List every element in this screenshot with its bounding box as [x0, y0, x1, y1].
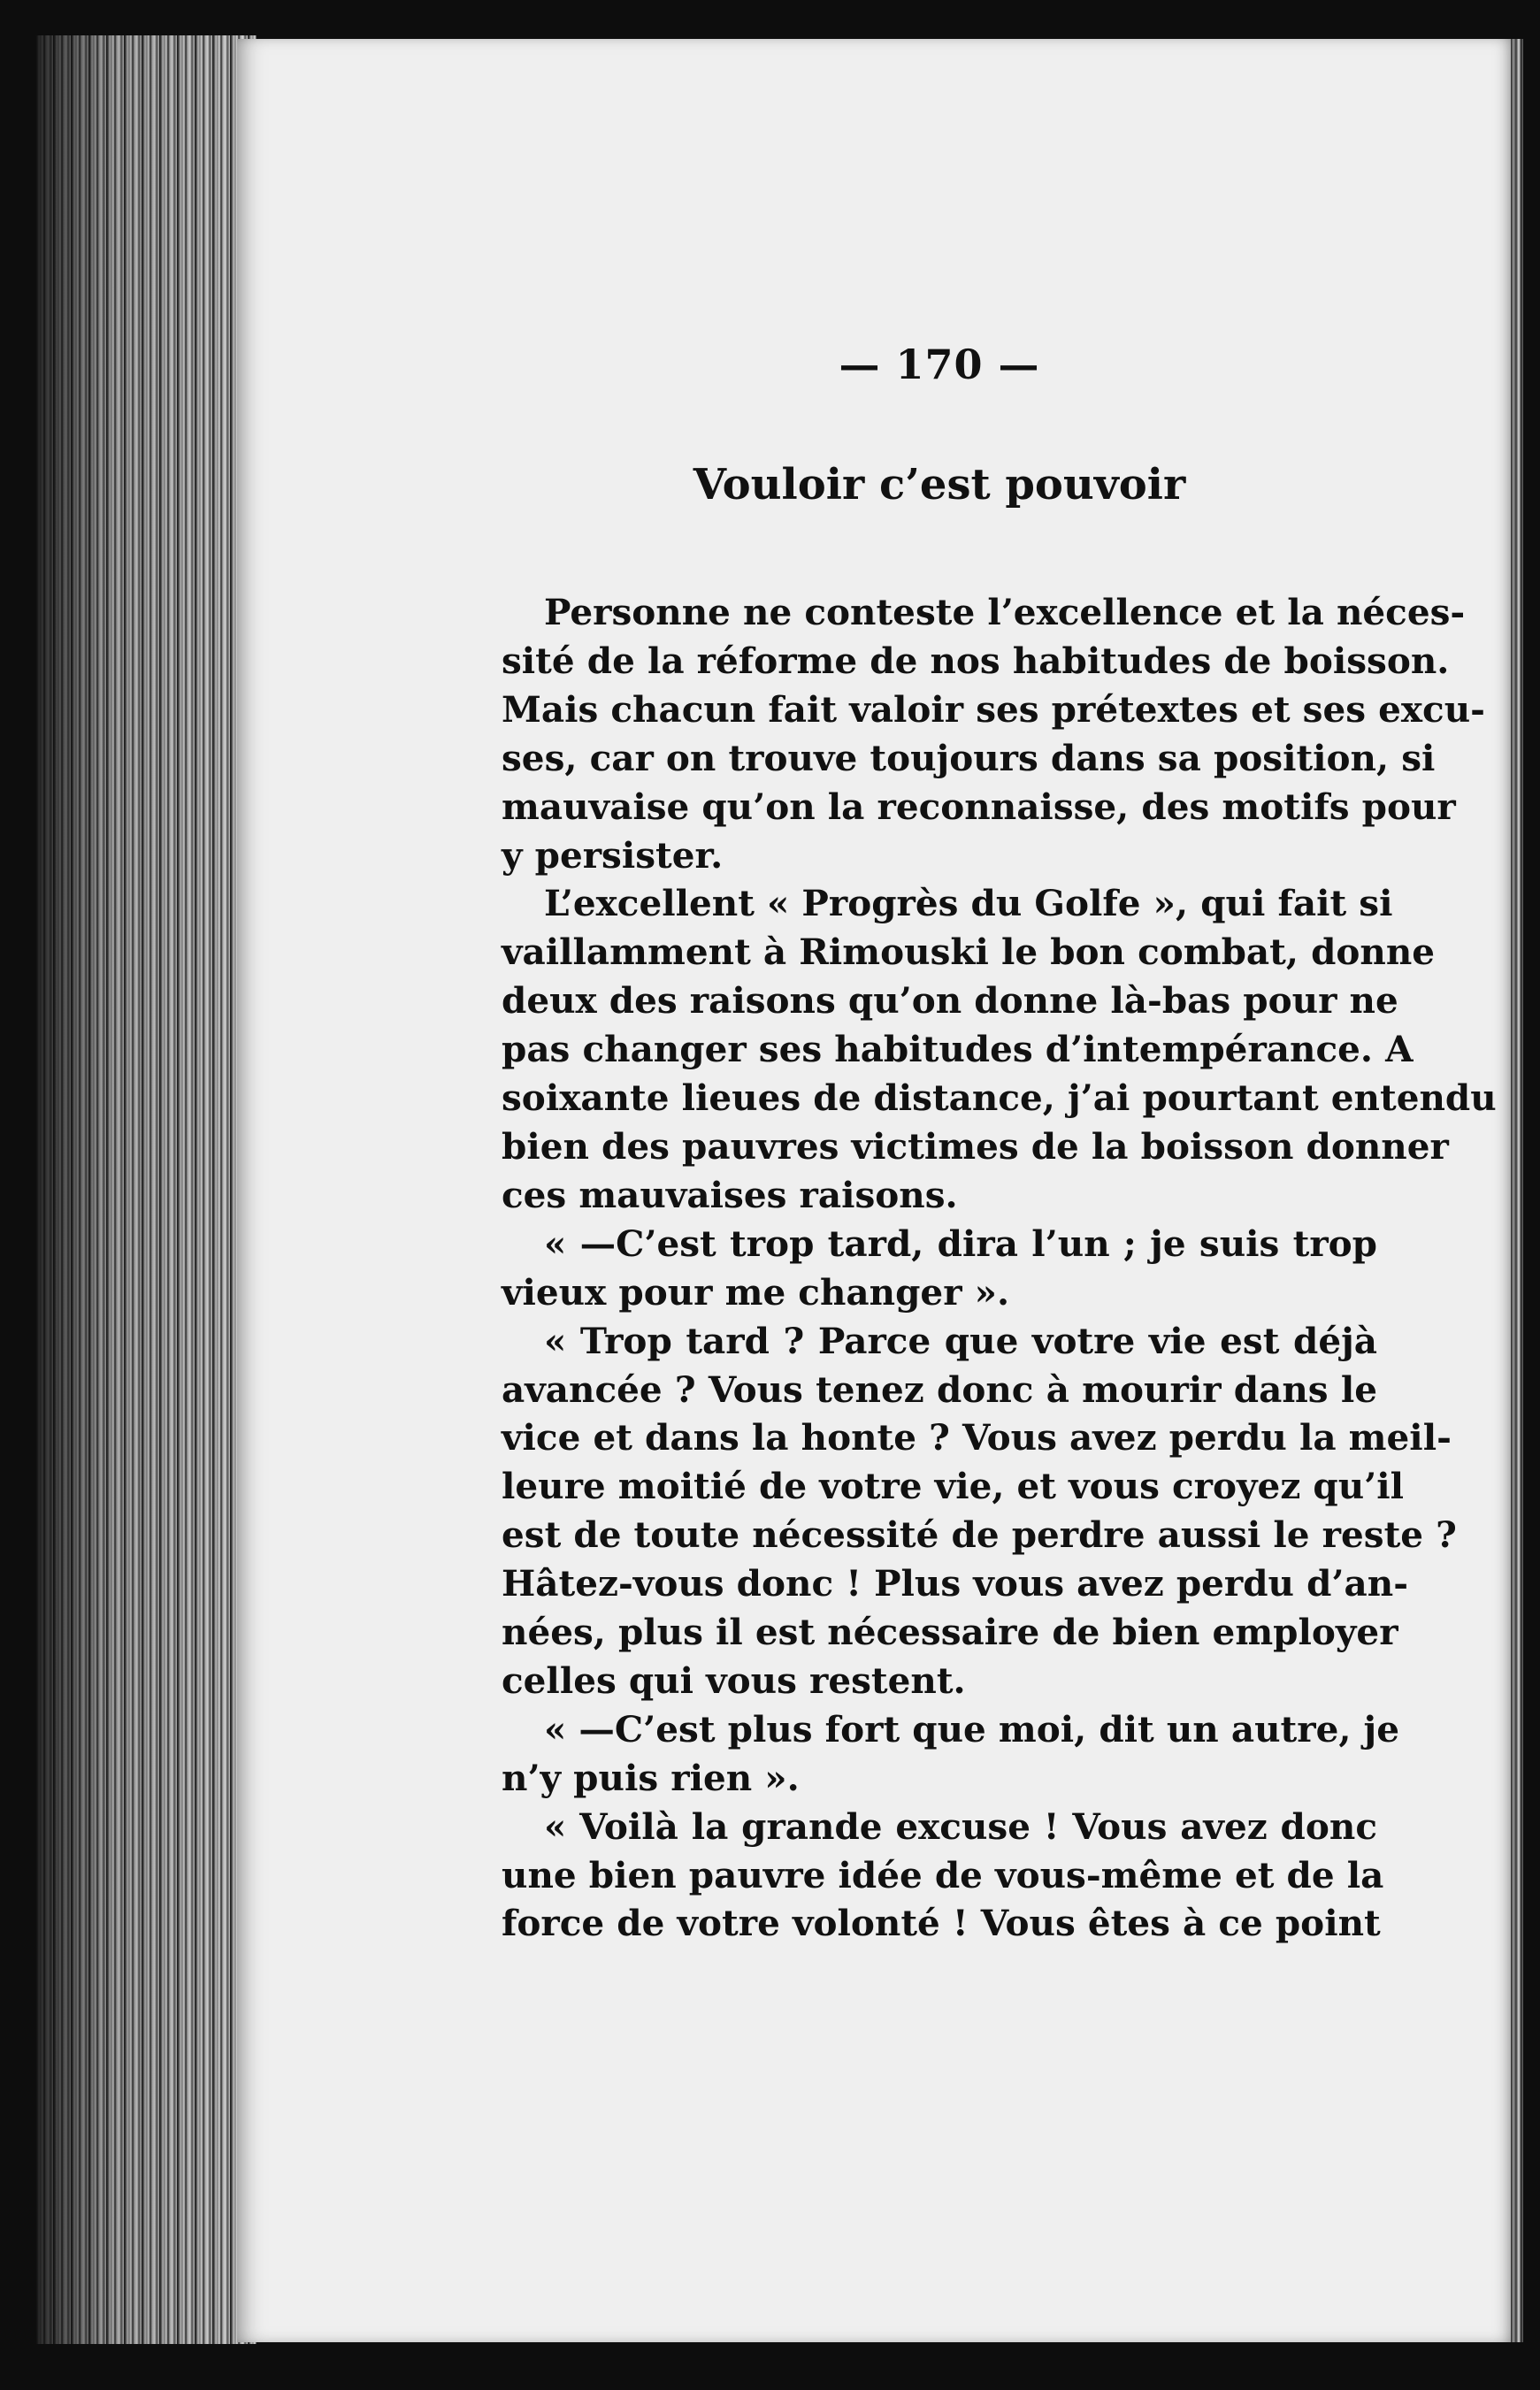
text-line: deux des raisons qu’on donne là-bas pour ne	[502, 979, 1398, 1023]
text-line: L’excellent « Progrès du Golfe », qui fait si	[544, 882, 1393, 925]
text-line: vaillamment à Rimouski le bon combat, donne	[502, 931, 1436, 974]
text-line: vice et dans la honte ? Vous avez perdu la meil-	[502, 1416, 1452, 1459]
gutter-shadow	[35, 35, 257, 2344]
text-line: Personne ne conteste l’excellence et la néces-	[544, 591, 1466, 633]
text-line: « —C’est plus fort que moi, dit un autre, je	[544, 1707, 1399, 1750]
text-line: est de toute nécessité de perdre aussi le reste ?	[502, 1513, 1457, 1557]
text-line: Mais chacun fait valoir ses prétextes et ses excu-	[502, 687, 1485, 731]
text-line: force de votre volonté ! Vous êtes à ce point	[502, 1902, 1381, 1945]
text-line: y persister.	[502, 833, 724, 877]
text-line: « Voilà la grande excuse ! Vous avez donc	[544, 1804, 1377, 1848]
text-line: celles qui vous restent.	[502, 1658, 966, 1702]
text-line: avancée ? Vous tenez donc à mourir dans le	[502, 1367, 1377, 1411]
text-line: « —C’est trop tard, dira l’un ; je suis trop	[544, 1222, 1377, 1265]
text-line: vieux pour me changer ».	[502, 1270, 1010, 1314]
text-line: Hâtez-vous donc ! Plus vous avez perdu d’an-	[502, 1562, 1409, 1605]
chapter-title: Vouloir c’est pouvoir	[693, 460, 1186, 509]
text-line: sité de la réforme de nos habitudes de boisson.	[502, 639, 1450, 682]
text-line: bien des pauvres victimes de la boisson donner	[502, 1124, 1449, 1168]
text-line: nées, plus il est nécessaire de bien employer	[502, 1611, 1398, 1654]
text-line: ses, car on trouve toujours dans sa position, si	[502, 736, 1436, 779]
body-text	[502, 588, 1497, 1948]
text-line: leure moitié de votre vie, et vous croyez qu’il	[502, 1465, 1405, 1508]
text-line: n’y puis rien ».	[502, 1756, 800, 1799]
right-page-edge	[1511, 39, 1523, 2342]
text-line: ces mauvaises raisons.	[502, 1173, 958, 1216]
text-line: soixante lieues de distance, j’ai pourtant entendu	[502, 1076, 1497, 1120]
text-line: « Trop tard ? Parce que votre vie est déjà	[544, 1319, 1377, 1362]
text-line: mauvaise qu’on la reconnaisse, des motifs pour	[502, 785, 1456, 828]
text-line: pas changer ses habitudes d’intempérance. A	[502, 1028, 1414, 1071]
page-number: — 170 —	[839, 341, 1040, 388]
text-line: une bien pauvre idée de vous-même et de la	[502, 1853, 1384, 1896]
